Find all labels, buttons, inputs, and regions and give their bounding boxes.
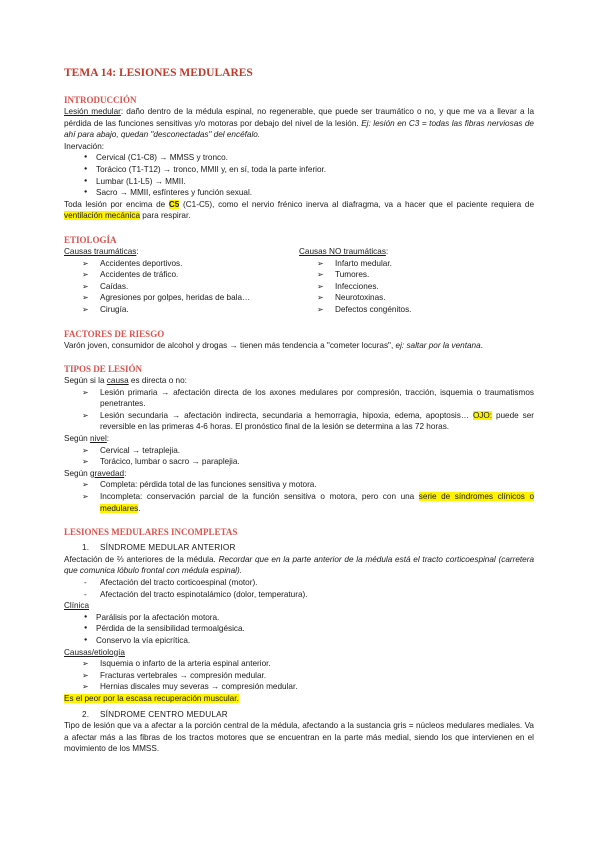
heading-introduccion: INTRODUCCIÓN: [64, 95, 137, 105]
gravedad-2-text: Incompleta: conservación parcial de la función sensitiva o motora, pero con una: [100, 492, 419, 502]
list-item: ➢ Agresiones por golpes, heridas de bala…: [64, 292, 299, 304]
list-item: ➢ Completa: pérdida total de las funciones sensitiva y motora.: [64, 479, 534, 491]
causa-text-b: es directa o no:: [128, 376, 187, 386]
nivel-intro: [64, 433, 534, 445]
no-traumaticas-label: Causas NO traumáticas: [299, 246, 386, 256]
riesgo-example: ej: saltar por la ventana: [395, 340, 481, 350]
anterior-text: Afectación de ⅔ anteriores de la médula.: [64, 554, 219, 564]
c5-text-a: Toda lesión por encima de: [64, 199, 169, 209]
peor-highlight: Es el peor por la escasa recuperación muscular.: [64, 693, 239, 703]
list-item: - Afectación del tracto espinotalámico (dolor, temperatura).: [64, 589, 534, 601]
c5-text-b: (C1-C5), como el nervio frénico inerva al diafragma, va a hacer que el paciente requiera de: [179, 199, 534, 209]
list-item: ● Pérdida de la sensibilidad termoalgésica.: [64, 623, 534, 635]
gravedad-text-b: :: [124, 468, 127, 478]
inervacion-list: [64, 152, 534, 198]
list-item: - Afectación del tracto corticoespinal (motor).: [64, 577, 534, 589]
anterior-italic: Recordar que en la parte anterior de la médula está el tracto corticoespinal (carretera que comunica lóbulo frontal con médula espinal).: [64, 554, 534, 576]
list-item: ➢ Torácico, lumbar o sacro → paraplejia.: [64, 456, 534, 468]
heading-etiologia: ETIOLOGÍA: [64, 234, 117, 245]
nivel-text-b: :: [106, 434, 110, 444]
nivel-text-a: Según: [64, 434, 90, 444]
etiologia-columns: [64, 246, 534, 316]
causa-2-text: Lesión secundaria → afectación indirecta, secundaria a hemorragia, hipoxia, edema, apoptosis…: [100, 410, 473, 420]
anterior-paragraph: [64, 554, 534, 577]
riesgo-end: .: [480, 340, 483, 350]
list-item: [64, 491, 534, 514]
list-item: ● Cervical (C1-C8) → MMSS y tronco.: [64, 152, 534, 164]
section-number: 1.: [82, 543, 90, 553]
subheading-sindrome-anterior: [64, 542, 534, 554]
clinica-label: Clínica: [64, 601, 90, 611]
clinica-list: [64, 612, 534, 647]
gravedad-list: [64, 479, 534, 514]
traumaticas-label: Causas traumáticas: [64, 246, 137, 256]
anterior-dash-list: [64, 577, 534, 600]
section-title: SÍNDROME MEDULAR ANTERIOR: [100, 543, 236, 553]
list-item: ➢ Tumores.: [299, 269, 534, 281]
list-item: ➢ Infecciones.: [299, 281, 534, 293]
list-item: ➢ Neurotoxinas.: [299, 292, 534, 304]
peor-note: [64, 693, 534, 705]
causa-2-text-b: puede ser reversible en las primeras 4-6 horas. El pronóstico final de la lesión se determina a las 72 horas.: [100, 410, 534, 432]
list-item: ● Sacro → MMII, esfínteres y función sexual.: [64, 187, 534, 199]
list-item: [64, 410, 534, 433]
riesgo-text: Varón joven, consumidor de alcohol y drogas → tienen más tendencia a "cometer locuras",: [64, 340, 396, 350]
ventilacion-highlight: ventilación mecánica: [64, 211, 141, 221]
list-item: ➢ Cirugía.: [64, 304, 299, 316]
section-title: SÍNDROME CENTRO MEDULAR: [100, 709, 228, 719]
no-traumaticas-column: Causas NO traumáticas: ➢ Infarto medular. ➢ Tumores. ➢ Infecciones. ➢ Neurotoxinas. ➢ Defectos congénitos.: [299, 246, 534, 316]
list-item: ➢ Lesión primaria → afectación directa de los axones medulares por compresión, tracción, isquemia o traumatismos penetrantes.: [64, 387, 534, 410]
list-item: ➢ Infarto medular.: [299, 258, 534, 270]
causa-intro: [64, 375, 534, 387]
list-item: ➢ Hernias discales muy severas → compresión medular.: [64, 681, 534, 693]
heading-factores-riesgo: FACTORES DE RIESGO: [64, 328, 165, 339]
gravedad-text-a: Según: [64, 468, 90, 478]
c5-highlight: C5: [168, 199, 180, 209]
document-content: [64, 66, 534, 755]
nivel-list: [64, 445, 534, 468]
list-item: ● Parálisis por la afectación motora.: [64, 612, 534, 624]
inervacion-label: Inervación:: [64, 141, 105, 151]
causa-underlined: causa: [106, 376, 129, 386]
ojo-highlight: OJO:: [472, 410, 493, 420]
gravedad-intro: [64, 468, 534, 480]
riesgo-paragraph: [64, 340, 534, 352]
nivel-underlined: nivel: [89, 434, 107, 444]
no-traumaticas-list: [299, 258, 534, 316]
list-item: ● Lumbar (L1-L5) → MMII.: [64, 176, 534, 188]
definition-paragraph: [64, 106, 534, 141]
c5-text-c: para respirar.: [140, 211, 191, 221]
causa-list: [64, 387, 534, 433]
centro-paragraph: Tipo de lesión que va a afectar a la porción central de la médula, afectando a la sustancia gris = núcleos medulares mediales. Va a afectar más a las fibras de los tractos motores que se encuentran en la parte más medial, siendo los que intervienen en el movimiento de los MMSS.: [64, 721, 534, 754]
list-item: ➢ Accidentes de tráfico.: [64, 269, 299, 281]
page-title: TEMA 14: LESIONES MEDULARES: [64, 67, 253, 79]
definition-text: : daño dentro de la médula espinal, no regenerable, que puede ser traumático o no, y que me va a llevar a la pérdida de las funciones sensitivas y/o motoras por debajo del nivel de la lesión.: [64, 107, 535, 128]
causas-list: [64, 658, 534, 693]
list-item: ➢ Isquemia o infarto de la arteria espinal anterior.: [64, 658, 534, 670]
list-item: ➢ Fracturas vertebrales → compresión medular.: [64, 670, 534, 682]
list-item: ➢ Caídas.: [64, 281, 299, 293]
section-number: 2.: [82, 709, 90, 719]
subheading-sindrome-centro: [64, 709, 534, 721]
gravedad-underlined: gravedad: [89, 468, 125, 478]
definition-example: Ej: lesión en C3 = todas las fibras nerviosas de ahí para abajo, quedan "desconectadas" del encéfalo.: [64, 118, 534, 140]
heading-incompletas: LESIONES MEDULARES INCOMPLETAS: [64, 527, 238, 538]
c5-paragraph: [64, 199, 534, 222]
list-item: ➢ Accidentes deportivos.: [64, 258, 299, 270]
list-item: ● Torácico (T1-T12) → tronco, MMII y, en sí, toda la parte inferior.: [64, 164, 534, 176]
sindromes-highlight: serie de síndromes clínicos o medulares: [100, 492, 534, 513]
causa-text-a: Según si la: [64, 376, 107, 386]
list-item: ● Conservo la vía epicrítica.: [64, 635, 534, 647]
traumaticas-list: [64, 258, 299, 316]
causas-label: Causas/etiología: [64, 647, 125, 657]
list-item: ➢ Cervical → tetraplejia.: [64, 445, 534, 457]
definition-term: Lesión medular: [64, 107, 121, 116]
gravedad-2-end: .: [138, 503, 141, 513]
traumaticas-column: Causas traumáticas: ➢ Accidentes deportivos. ➢ Accidentes de tráfico. ➢ Caídas. ➢ Agresiones por golpes, heridas de bala… ➢ Cirugía.: [64, 246, 299, 316]
heading-tipos-lesion: TIPOS DE LESIÓN: [64, 364, 143, 375]
list-item: ➢ Defectos congénitos.: [299, 304, 534, 316]
